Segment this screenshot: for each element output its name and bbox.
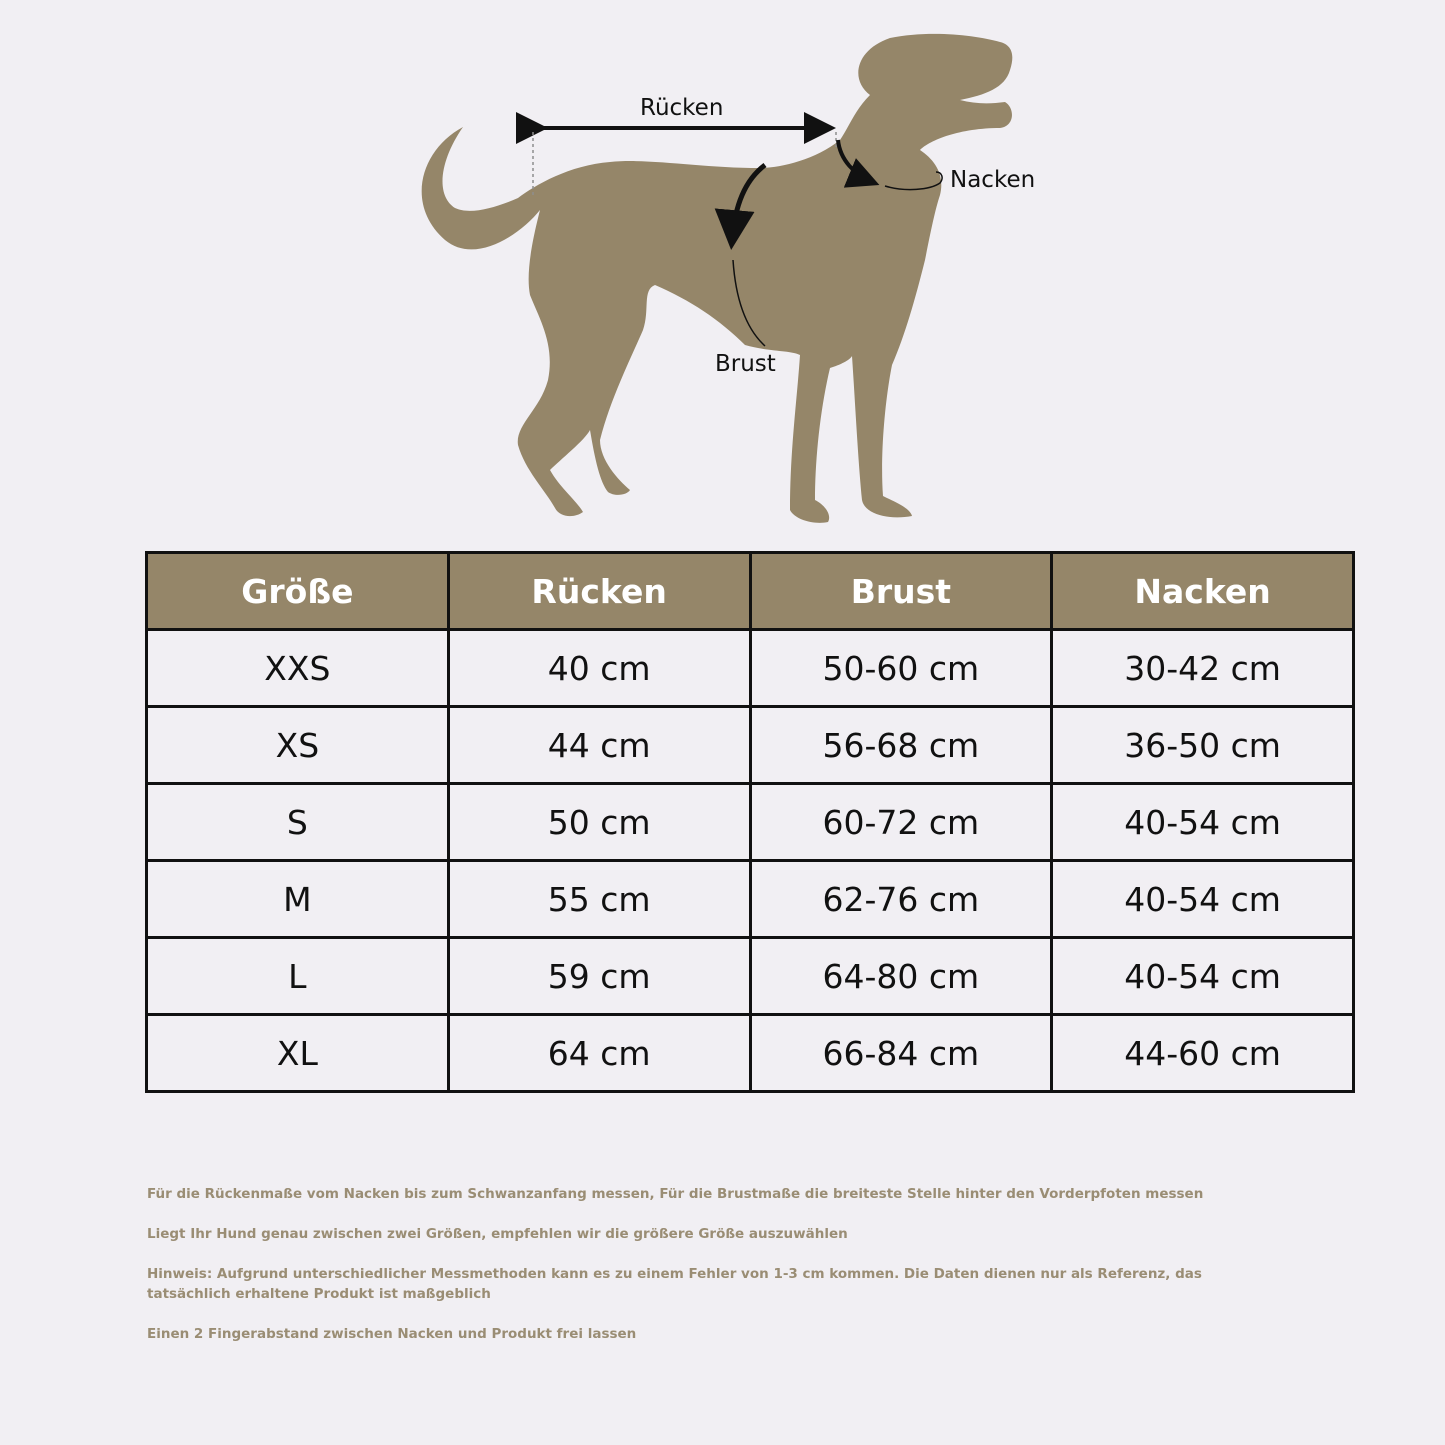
header-back: Rücken	[448, 553, 750, 630]
cell-neck: 40-54 cm	[1052, 784, 1354, 861]
cell-size: L	[147, 938, 449, 1015]
cell-size: M	[147, 861, 449, 938]
cell-back: 40 cm	[448, 630, 750, 707]
table-header-row	[147, 553, 1354, 630]
cell-chest: 56-68 cm	[750, 707, 1052, 784]
note-tolerance: Hinweis: Aufgrund unterschiedlicher Messmethoden kann es zu einem Fehler von 1-3 cm kommen. Die Daten dienen nur als Referenz, das tatsächlich erhaltene Produkt ist maßgeblich	[147, 1266, 1202, 1302]
note-finger-gap: Einen 2 Fingerabstand zwischen Nacken und Produkt frei lassen	[147, 1326, 637, 1342]
dog-measurement-illustration	[0, 0, 1445, 545]
cell-chest: 64-80 cm	[750, 938, 1052, 1015]
cell-neck: 44-60 cm	[1052, 1015, 1354, 1092]
size-table	[145, 551, 1355, 1093]
table-row	[147, 707, 1354, 784]
cell-back: 50 cm	[448, 784, 750, 861]
cell-chest: 62-76 cm	[750, 861, 1052, 938]
cell-chest: 60-72 cm	[750, 784, 1052, 861]
table-row	[147, 861, 1354, 938]
cell-neck: 40-54 cm	[1052, 861, 1354, 938]
cell-back: 44 cm	[448, 707, 750, 784]
cell-neck: 36-50 cm	[1052, 707, 1354, 784]
cell-size: XL	[147, 1015, 449, 1092]
note-between-sizes: Liegt Ihr Hund genau zwischen zwei Größen, empfehlen wir die größere Größe auszuwählen	[147, 1226, 848, 1242]
back-label: Rücken	[640, 95, 724, 121]
cell-neck: 40-54 cm	[1052, 938, 1354, 1015]
cell-chest: 50-60 cm	[750, 630, 1052, 707]
table-row	[147, 1015, 1354, 1092]
chest-label: Brust	[715, 351, 776, 377]
table-row	[147, 784, 1354, 861]
cell-back: 55 cm	[448, 861, 750, 938]
header-chest: Brust	[750, 553, 1052, 630]
cell-size: XXS	[147, 630, 449, 707]
cell-size: S	[147, 784, 449, 861]
cell-neck: 30-42 cm	[1052, 630, 1354, 707]
header-size: Größe	[147, 553, 449, 630]
cell-back: 59 cm	[448, 938, 750, 1015]
table-row	[147, 938, 1354, 1015]
neck-label: Nacken	[950, 167, 1036, 193]
note-measuring: Für die Rückenmaße vom Nacken bis zum Schwanzanfang messen, Für die Brustmaße die breiteste Stelle hinter den Vorderpfoten messen	[147, 1186, 1204, 1202]
measurement-notes	[147, 1184, 1227, 1364]
cell-size: XS	[147, 707, 449, 784]
cell-back: 64 cm	[448, 1015, 750, 1092]
dog-diagram	[0, 0, 1445, 545]
table-row	[147, 630, 1354, 707]
cell-chest: 66-84 cm	[750, 1015, 1052, 1092]
header-neck: Nacken	[1052, 553, 1354, 630]
